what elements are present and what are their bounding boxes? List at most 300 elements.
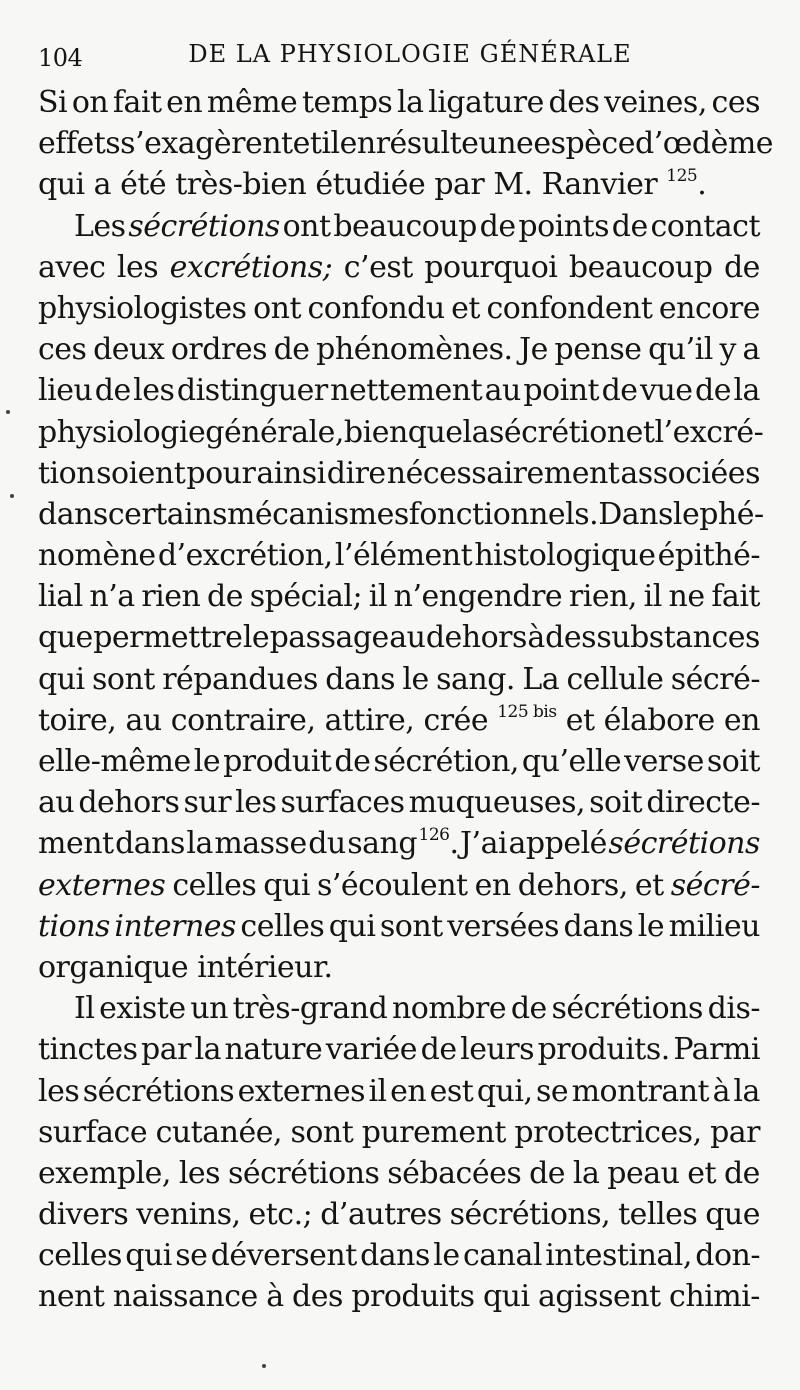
word [518, 206, 609, 247]
word [518, 865, 628, 906]
italic-term: internes [114, 908, 236, 944]
word: sécrétion [489, 414, 626, 450]
word: muqueuses, [408, 785, 586, 821]
word: nettement [330, 373, 483, 409]
running-head [38, 36, 778, 80]
word: bien [343, 414, 408, 450]
text-run: celles [172, 867, 257, 903]
text-run: du [308, 826, 346, 862]
footnote-ref: 126 [418, 825, 450, 846]
text-run: beaucoup [568, 249, 713, 285]
word: qui, [476, 1073, 533, 1109]
word: produit [223, 744, 332, 779]
word: les [133, 373, 175, 409]
word: verse [624, 744, 704, 779]
word: résulte [375, 126, 479, 162]
word: les [178, 1155, 221, 1191]
word: celles [38, 1238, 122, 1274]
word: des [545, 620, 596, 656]
word: au [38, 785, 75, 821]
word [635, 865, 664, 906]
word: n’a [89, 579, 135, 615]
word [424, 247, 557, 288]
word: sécrétions [82, 1073, 235, 1109]
word [114, 906, 236, 947]
word: etc.; [248, 1197, 313, 1233]
text-line [38, 1235, 760, 1276]
word: dis- [707, 991, 760, 1027]
word: histologique [474, 538, 656, 574]
text-line [38, 1194, 760, 1235]
word: spécial; [249, 579, 363, 615]
word [170, 247, 333, 288]
word: vue [640, 373, 693, 409]
word: le [672, 496, 700, 532]
word: qui [38, 661, 85, 697]
word: une [478, 126, 534, 162]
word: directe- [646, 785, 760, 821]
word: leurs [460, 1032, 535, 1068]
word: l’excré- [654, 414, 764, 450]
text-line [38, 1153, 760, 1194]
word: physiologie [38, 414, 206, 450]
word: n’engendre [393, 579, 563, 615]
word: est [429, 1073, 474, 1109]
text-run: c’est [343, 249, 413, 285]
word: sébacées [387, 1155, 522, 1191]
text-line [38, 823, 760, 864]
text-line [38, 453, 760, 494]
text-line [38, 741, 760, 782]
text-run: a [93, 167, 112, 203]
word [542, 164, 658, 205]
text-run: de [479, 208, 516, 244]
word: en [390, 1073, 427, 1109]
word: à [266, 1279, 284, 1315]
text-run: en [474, 867, 511, 903]
word: tion [38, 455, 96, 491]
word: intérieur. [197, 949, 333, 985]
word: il [321, 126, 340, 162]
word: organique [38, 949, 189, 985]
word: pense [554, 332, 642, 368]
word-space [306, 164, 315, 205]
text-run: dans [563, 908, 634, 944]
word: confondent [486, 290, 653, 326]
word: un [190, 991, 228, 1027]
text-run: par [434, 167, 485, 203]
text-line [38, 370, 760, 411]
word: chimi- [669, 1279, 760, 1315]
text-run: très-bien [175, 167, 307, 203]
word: qui [125, 1238, 172, 1274]
word: qu’il [648, 332, 713, 368]
word: nombre [391, 991, 507, 1027]
word: sécrétions [227, 1155, 380, 1191]
word: que [705, 1197, 760, 1233]
word: Je [519, 332, 548, 368]
word: de [529, 1155, 566, 1191]
word [308, 823, 346, 864]
word: des [292, 1279, 343, 1315]
word: de [420, 1032, 457, 1068]
word: d’excrétion, [157, 538, 333, 574]
word: à [527, 620, 545, 656]
word: se [175, 1238, 208, 1274]
word [493, 164, 532, 205]
word: d’œdème [634, 126, 774, 162]
word: en [339, 126, 376, 162]
word [669, 906, 760, 947]
text-line [38, 617, 760, 658]
text-line [38, 988, 760, 1029]
word: variée [325, 1032, 418, 1068]
word [724, 700, 760, 741]
text-run: sang [347, 826, 418, 862]
word: a [742, 332, 760, 368]
italic-term: externes [38, 867, 166, 903]
text-line [38, 1276, 760, 1317]
text-line [38, 947, 760, 988]
footnote-ref: 125 bis [497, 701, 557, 722]
word: répandues [162, 661, 318, 697]
text-run: toire, [38, 702, 117, 738]
word: dans [360, 1238, 430, 1274]
page-number: 104 [38, 44, 83, 72]
word: ont [253, 290, 302, 326]
word: produits. [537, 1032, 670, 1068]
text-run: au [125, 702, 162, 738]
word: de [94, 373, 131, 409]
text-run: contact [650, 208, 760, 244]
word: soit [706, 744, 760, 779]
text-run: ment [38, 826, 114, 862]
word: dans [325, 661, 396, 697]
word: protectrices, [514, 1114, 702, 1150]
text-line [38, 659, 760, 700]
word: dehors [425, 620, 527, 656]
word: surfaces [280, 785, 405, 821]
word-space [166, 164, 175, 205]
word: physiologistes [38, 290, 247, 326]
text-run: pourquoi [424, 249, 558, 285]
italic-term: sécré- [670, 867, 760, 903]
word: de [601, 373, 638, 409]
word [569, 247, 713, 288]
word: l’élément [334, 538, 473, 574]
word: les [38, 1073, 80, 1109]
text-run: le [637, 908, 665, 944]
running-title: DE LA PHYSIOLOGIE GÉNÉRALE [188, 40, 632, 68]
word: fait [711, 579, 760, 615]
word [117, 247, 158, 288]
text-line [38, 576, 760, 617]
text-run: attire, [324, 702, 415, 738]
word-space [85, 164, 94, 205]
text-run: milieu [668, 908, 760, 944]
text-line [38, 329, 760, 370]
word [419, 823, 459, 864]
text-run: étudiée [315, 167, 426, 203]
word: de [723, 1155, 760, 1191]
word: il [368, 579, 387, 615]
word: montrant [571, 1073, 710, 1109]
word: par [141, 1032, 191, 1068]
word [347, 823, 417, 864]
word [608, 823, 759, 864]
text-run: élabore [603, 702, 715, 738]
word: sont [91, 661, 155, 697]
text-run: points [518, 208, 610, 244]
text-run: sont [379, 908, 443, 944]
text-run: les [116, 249, 159, 285]
word: dehors [78, 785, 180, 821]
word: agissent [538, 1279, 661, 1315]
word: et [451, 290, 480, 326]
text-run: et [634, 867, 664, 903]
word: effets [38, 126, 121, 162]
text-run: J’ai [460, 826, 508, 862]
word [566, 700, 595, 741]
word: espèce [533, 126, 635, 162]
text-run: celles [240, 908, 325, 944]
word: encore [658, 290, 760, 326]
word: il [643, 579, 662, 615]
word [612, 206, 648, 247]
word: de [207, 579, 244, 615]
word: passage [269, 620, 389, 656]
text-line [38, 535, 760, 576]
word: ces [711, 85, 760, 120]
word: la [572, 1155, 600, 1191]
word [263, 865, 310, 906]
word [475, 865, 511, 906]
word: sécrétions, [449, 1197, 611, 1233]
word: la [462, 414, 490, 450]
word: divers [38, 1197, 129, 1233]
word [344, 247, 413, 288]
word: sécrétion, [373, 744, 519, 779]
word: temps [301, 85, 393, 120]
word: ligature [428, 85, 544, 120]
text-run: crée [423, 702, 489, 738]
word [240, 906, 324, 947]
word: sur [183, 785, 232, 821]
text-run: qui [328, 908, 376, 944]
word [172, 865, 256, 906]
word: le [402, 661, 429, 697]
word: La [522, 661, 560, 697]
word: ne [668, 579, 705, 615]
word [509, 823, 607, 864]
word-space [533, 164, 542, 205]
word [666, 164, 706, 205]
word: lial [38, 579, 83, 615]
word: la [194, 1032, 221, 1068]
word [38, 865, 165, 906]
word: des [548, 85, 600, 120]
word [283, 206, 331, 247]
italic-term: sécrétions [608, 826, 760, 862]
text-run: contraire, [170, 702, 316, 738]
word: s’exagèrent [120, 126, 293, 162]
word: et [687, 1155, 717, 1191]
word [38, 164, 85, 205]
text-line [38, 123, 774, 164]
word: au [389, 620, 426, 656]
text-run: masse [214, 826, 307, 862]
text-run: Les [74, 208, 126, 244]
word: on [71, 85, 109, 120]
text-run: et [565, 702, 595, 738]
word: très-grand [232, 991, 388, 1027]
word: confondu [307, 290, 445, 326]
word: exemple, [38, 1155, 171, 1191]
word: de [334, 744, 371, 779]
word: dans [38, 496, 108, 532]
word: le [242, 620, 270, 656]
word-space [188, 947, 197, 988]
word: venins, [136, 1197, 241, 1233]
text-run: qui [263, 867, 310, 903]
word-space [484, 164, 493, 205]
word: de [510, 991, 547, 1027]
word: ces [38, 332, 87, 368]
word: substances [596, 620, 760, 656]
word: soient [96, 455, 186, 491]
word: au [484, 373, 521, 409]
word: tinctes [38, 1032, 138, 1068]
word: pour [186, 455, 256, 491]
word [325, 700, 415, 741]
word: déversent [210, 1238, 357, 1274]
word: nature [224, 1032, 323, 1068]
word [651, 206, 760, 247]
word [317, 865, 468, 906]
text-line [38, 1071, 760, 1112]
word [315, 164, 425, 205]
print-speck [10, 494, 14, 498]
word: permettre [93, 620, 243, 656]
word: phé- [699, 496, 764, 532]
word: dire [326, 455, 386, 491]
word: Parmi [673, 1032, 760, 1068]
word: certains [107, 496, 227, 532]
word: nomène [38, 538, 156, 574]
word [671, 865, 760, 906]
text-run: dans [115, 826, 185, 862]
word [175, 164, 306, 205]
word: intestinal, [545, 1238, 692, 1274]
word: sécrétions [551, 991, 703, 1027]
word [447, 906, 559, 947]
word: de [273, 332, 310, 368]
word: point [523, 373, 600, 409]
word: le [193, 744, 221, 779]
word: phénomènes. [316, 332, 513, 368]
print-speck [6, 410, 10, 414]
text-line [38, 494, 764, 535]
text-run: beaucoup [333, 208, 477, 244]
word [214, 823, 306, 864]
word: Dans [598, 496, 673, 532]
word: purement [361, 1114, 506, 1150]
word: produits [351, 1279, 475, 1315]
word: Si [38, 85, 68, 120]
text-line [38, 247, 760, 288]
text-line [38, 412, 764, 453]
text-run: été [120, 167, 167, 203]
word: rien [141, 579, 201, 615]
word: cutanée, [155, 1114, 282, 1150]
text-line [38, 700, 760, 741]
word: sont [290, 1114, 354, 1150]
word: mécanismes [226, 496, 409, 532]
word [38, 906, 110, 947]
word [480, 206, 516, 247]
word: par [710, 1114, 760, 1150]
word: distinguer [176, 373, 328, 409]
text-run: avec [38, 249, 106, 285]
word [423, 700, 488, 741]
text-run: . [449, 826, 459, 862]
word: externes [237, 1073, 365, 1109]
word-space [657, 164, 666, 205]
word [329, 906, 376, 947]
text-line [38, 865, 760, 906]
text-run: la [186, 826, 213, 862]
text-line [38, 164, 760, 205]
word [38, 247, 105, 288]
word [171, 700, 316, 741]
word: existe [99, 991, 186, 1027]
word: la [733, 1073, 760, 1109]
word [460, 823, 507, 864]
word: Il [74, 991, 95, 1027]
text-line [38, 82, 760, 123]
word: qu’elle [521, 744, 622, 779]
word [434, 164, 484, 205]
word [186, 823, 212, 864]
word: que [38, 620, 93, 656]
word [115, 823, 185, 864]
word: lieu [38, 373, 93, 409]
word: même [206, 85, 298, 120]
word: d’autres [320, 1197, 442, 1233]
word: qui [482, 1279, 530, 1315]
word: ainsi [256, 455, 326, 491]
text-run: versées [447, 908, 560, 944]
word [38, 823, 114, 864]
word: cellule [566, 661, 664, 697]
footnote-ref: 125 [666, 166, 698, 187]
word: et [292, 126, 322, 162]
word [564, 906, 634, 947]
word: la [396, 85, 424, 120]
italic-term: sécrétions [128, 208, 280, 244]
italic-term: tions [38, 908, 110, 944]
word-space [111, 164, 120, 205]
word: nent [38, 1279, 105, 1315]
text-run: . [697, 167, 707, 203]
word: veines, [604, 85, 707, 120]
word [128, 206, 279, 247]
text-run: de [611, 208, 648, 244]
word: et [625, 414, 655, 450]
word: se [535, 1073, 569, 1109]
text-run: s’écoulent [316, 867, 468, 903]
word [120, 164, 166, 205]
